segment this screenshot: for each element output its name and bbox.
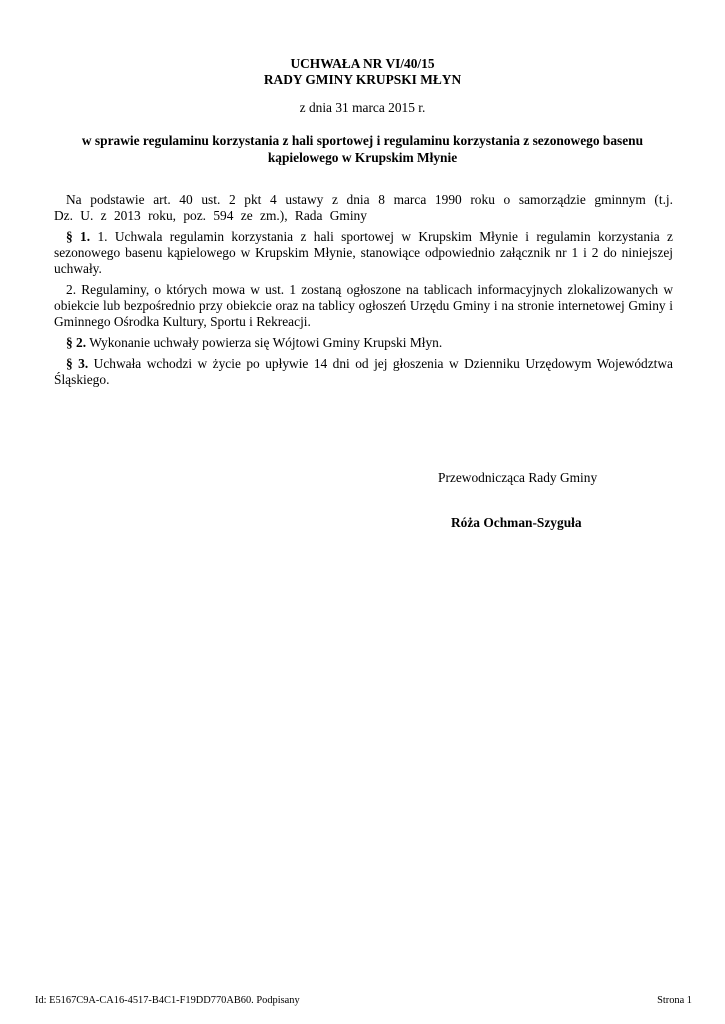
signatory-role: Przewodnicząca Rady Gminy (438, 470, 598, 485)
subject-line-1: w sprawie regulaminu korzystania z hali sportowej i regulaminu korzystania z sezonowego basenu (81, 133, 644, 148)
section-1-text: 1. Uchwala regulamin korzystania z hali sportowej w Krupskim Młynie i regulamin korzystania z sezonowego basenu kąpielowego w Krupskim Młynie, stanowiące odpowiednio załącznik nr 1 i 2 do niniejszej uchwały. (54, 228, 673, 277)
section-2-text: Wykonanie uchwały powierza się Wójtowi Gminy Krupski Młyn. (86, 335, 443, 351)
resolution-date: z dnia 31 marca 2015 r. (299, 100, 426, 115)
section-2-mark: § 2. (66, 335, 87, 351)
section-3-mark: § 3. (66, 355, 89, 371)
resolution-title (50, 56, 675, 88)
section-3 (54, 356, 673, 388)
section-1-paragraph-1 (54, 229, 673, 278)
document-id-footer: Id: E5167C9A-CA16-4517-B4C1-F19DD770AB60. Podpisany (35, 995, 300, 1006)
section-3-text: Uchwała wchodzi w życie po upływie 14 dni od jej głoszenia w Dzienniku Urzędowym Województwa Śląskiego. (54, 355, 673, 388)
page-number: Strona 1 (657, 995, 692, 1006)
resolution-body (54, 192, 673, 393)
section-1-mark: § 1. (66, 228, 91, 244)
title-line-1: UCHWAŁA NR VI/40/15 (290, 56, 435, 71)
section-2 (54, 335, 673, 351)
section-1-paragraph-2: 2. Regulaminy, o których mowa w ust. 1 zostaną ogłoszone na tablicach informacyjnych zlokalizowanych w obiekcie lub bezpośrednio przy obiekcie oraz na tablicy ogłoszeń Urzędu Gminy i na stronie internetowej Gminy i Gminnego Ośrodka Kultury, Sportu i Rekreacji. (54, 282, 673, 330)
subject-line-2: kąpielowego w Krupskim Młynie (267, 150, 458, 165)
resolution-subject (50, 132, 675, 166)
preamble: Na podstawie art. 40 ust. 2 pkt 4 ustawy z dnia 8 marca 1990 roku o samorządzie gminnym (t.j. Dz. U. z 2013 roku, poz. 594 ze zm.), Rada Gminy (54, 192, 673, 224)
title-line-2: RADY GMINY KRUPSKI MŁYN (263, 72, 462, 87)
signatory-name: Róża Ochman-Szyguła (451, 515, 582, 530)
